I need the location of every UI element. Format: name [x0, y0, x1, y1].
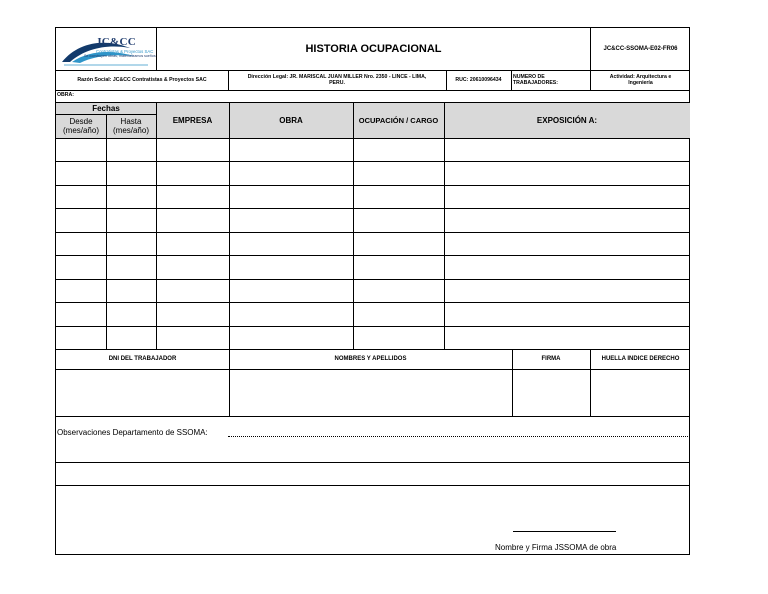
firma-field[interactable] — [512, 370, 590, 416]
row-cell-ocupacion[interactable] — [353, 233, 444, 255]
row-cell-empresa[interactable] — [156, 162, 229, 184]
actividad-line-2: Ingeniería — [628, 80, 653, 86]
hasta-line-1: Hasta — [120, 117, 142, 126]
history-rows — [56, 138, 690, 349]
row-cell-obra[interactable] — [229, 280, 353, 302]
row-cell-empresa[interactable] — [156, 233, 229, 255]
logo-brand: JC&CC — [96, 36, 136, 48]
row-cell-obra[interactable] — [229, 327, 353, 349]
row-cell-empresa[interactable] — [156, 280, 229, 302]
row-cell-empresa[interactable] — [156, 303, 229, 325]
row-cell-ocupacion[interactable] — [353, 209, 444, 231]
numero-line-1: NUMERO DE — [513, 74, 545, 80]
row-cell-desde[interactable] — [56, 256, 106, 278]
logo-company-name: Contratistas & Proyectos SAC — [96, 49, 154, 54]
hasta-header — [106, 114, 156, 138]
row-cell-ocupacion[interactable] — [353, 162, 444, 184]
occupational-history-form — [55, 27, 690, 555]
row-cell-empresa[interactable] — [156, 327, 229, 349]
row-cell-hasta[interactable] — [106, 303, 156, 325]
table-row — [56, 161, 690, 184]
exposicion-header: EXPOSICIÓN A: — [536, 115, 598, 125]
direccion-line-2: PERU. — [329, 80, 345, 86]
row-cell-desde[interactable] — [56, 327, 106, 349]
ruc: RUC: 20610096434 — [455, 77, 502, 83]
row-cell-obra[interactable] — [229, 256, 353, 278]
table-row — [56, 255, 690, 278]
razon-social: Razón Social: JC&CC Contratistas & Proyectos SAC — [77, 77, 207, 83]
row-cell-exposicion[interactable] — [444, 256, 690, 278]
row-cell-hasta[interactable] — [106, 256, 156, 278]
row-cell-empresa[interactable] — [156, 138, 229, 161]
row-cell-hasta[interactable] — [106, 209, 156, 231]
row-cell-exposicion[interactable] — [444, 162, 690, 184]
desde-line-2: (mes/año) — [62, 126, 99, 135]
table-row — [56, 302, 690, 325]
row-cell-hasta[interactable] — [106, 327, 156, 349]
desde-header — [56, 114, 106, 138]
table-row — [56, 326, 690, 349]
direccion-legal — [228, 70, 446, 90]
row-cell-hasta[interactable] — [106, 162, 156, 184]
row-cell-desde[interactable] — [56, 162, 106, 184]
row-cell-obra[interactable] — [229, 209, 353, 231]
form-title: HISTORIA OCUPACIONAL — [305, 43, 442, 55]
row-cell-empresa[interactable] — [156, 186, 229, 208]
obra-header: OBRA — [279, 115, 303, 125]
company-logo — [60, 32, 156, 68]
row-cell-obra[interactable] — [229, 303, 353, 325]
dni-header: DNI DEL TRABAJADOR — [108, 355, 177, 362]
row-cell-obra[interactable] — [229, 138, 353, 161]
row-cell-ocupacion[interactable] — [353, 280, 444, 302]
row-cell-obra[interactable] — [229, 233, 353, 255]
row-cell-hasta[interactable] — [106, 233, 156, 255]
obra-field-label: OBRA: — [57, 92, 75, 98]
row-cell-ocupacion[interactable] — [353, 327, 444, 349]
logo-tagline: Se construyen obras, materializamos sueños — [84, 54, 156, 58]
row-cell-exposicion[interactable] — [444, 327, 690, 349]
row-cell-ocupacion[interactable] — [353, 256, 444, 278]
row-cell-exposicion[interactable] — [444, 280, 690, 302]
direccion-line-1: Dirección Legal: JR. MARISCAL JUAN MILLER Nro. 2350 - LINCE - LIMA, — [247, 74, 427, 80]
row-cell-exposicion[interactable] — [444, 138, 690, 161]
table-row — [56, 279, 690, 302]
row-cell-desde[interactable] — [56, 209, 106, 231]
row-cell-hasta[interactable] — [106, 280, 156, 302]
fechas-header: Fechas — [92, 103, 120, 113]
row-cell-ocupacion[interactable] — [353, 138, 444, 161]
table-row — [56, 232, 690, 255]
row-cell-desde[interactable] — [56, 303, 106, 325]
actividad — [590, 70, 691, 90]
huella-header: HUELLA INDICE DERECHO — [601, 355, 680, 362]
table-row — [56, 185, 690, 208]
nombres-field[interactable] — [229, 370, 512, 416]
row-cell-ocupacion[interactable] — [353, 186, 444, 208]
empresa-header: EMPRESA — [172, 115, 213, 125]
numero-line-2: TRABAJADORES: — [513, 80, 558, 86]
row-cell-exposicion[interactable] — [444, 303, 690, 325]
table-row — [56, 138, 690, 161]
signature-label: Nombre y Firma JSSOMA de obra — [495, 543, 617, 552]
observaciones-dotted-line[interactable] — [228, 436, 688, 437]
row-cell-desde[interactable] — [56, 233, 106, 255]
numero-trabajadores — [511, 70, 590, 90]
row-cell-desde[interactable] — [56, 186, 106, 208]
huella-field[interactable] — [590, 370, 691, 416]
row-cell-obra[interactable] — [229, 186, 353, 208]
table-row — [56, 208, 690, 231]
row-cell-empresa[interactable] — [156, 256, 229, 278]
observaciones-label: Observaciones Departamento de SSOMA: — [57, 428, 208, 437]
signature-line — [513, 531, 616, 532]
row-cell-desde[interactable] — [56, 280, 106, 302]
row-cell-empresa[interactable] — [156, 209, 229, 231]
row-cell-ocupacion[interactable] — [353, 303, 444, 325]
dni-field[interactable] — [56, 370, 229, 416]
row-cell-exposicion[interactable] — [444, 209, 690, 231]
nombres-header: NOMBRES Y APELLIDOS — [334, 355, 407, 362]
firma-header: FIRMA — [541, 355, 561, 362]
desde-line-1: Desde — [69, 117, 93, 126]
hasta-line-2: (mes/año) — [112, 126, 149, 135]
row-cell-exposicion[interactable] — [444, 233, 690, 255]
actividad-line-1: Actividad: Arquitectura e — [609, 74, 672, 80]
row-cell-exposicion[interactable] — [444, 186, 690, 208]
ocupacion-header: OCUPACIÓN / CARGO — [358, 115, 439, 125]
row-cell-desde[interactable] — [56, 138, 106, 161]
form-code: JC&CC-SSOMA-E02-FR06 — [603, 45, 678, 52]
row-cell-hasta[interactable] — [106, 138, 156, 161]
row-cell-obra[interactable] — [229, 162, 353, 184]
row-cell-hasta[interactable] — [106, 186, 156, 208]
